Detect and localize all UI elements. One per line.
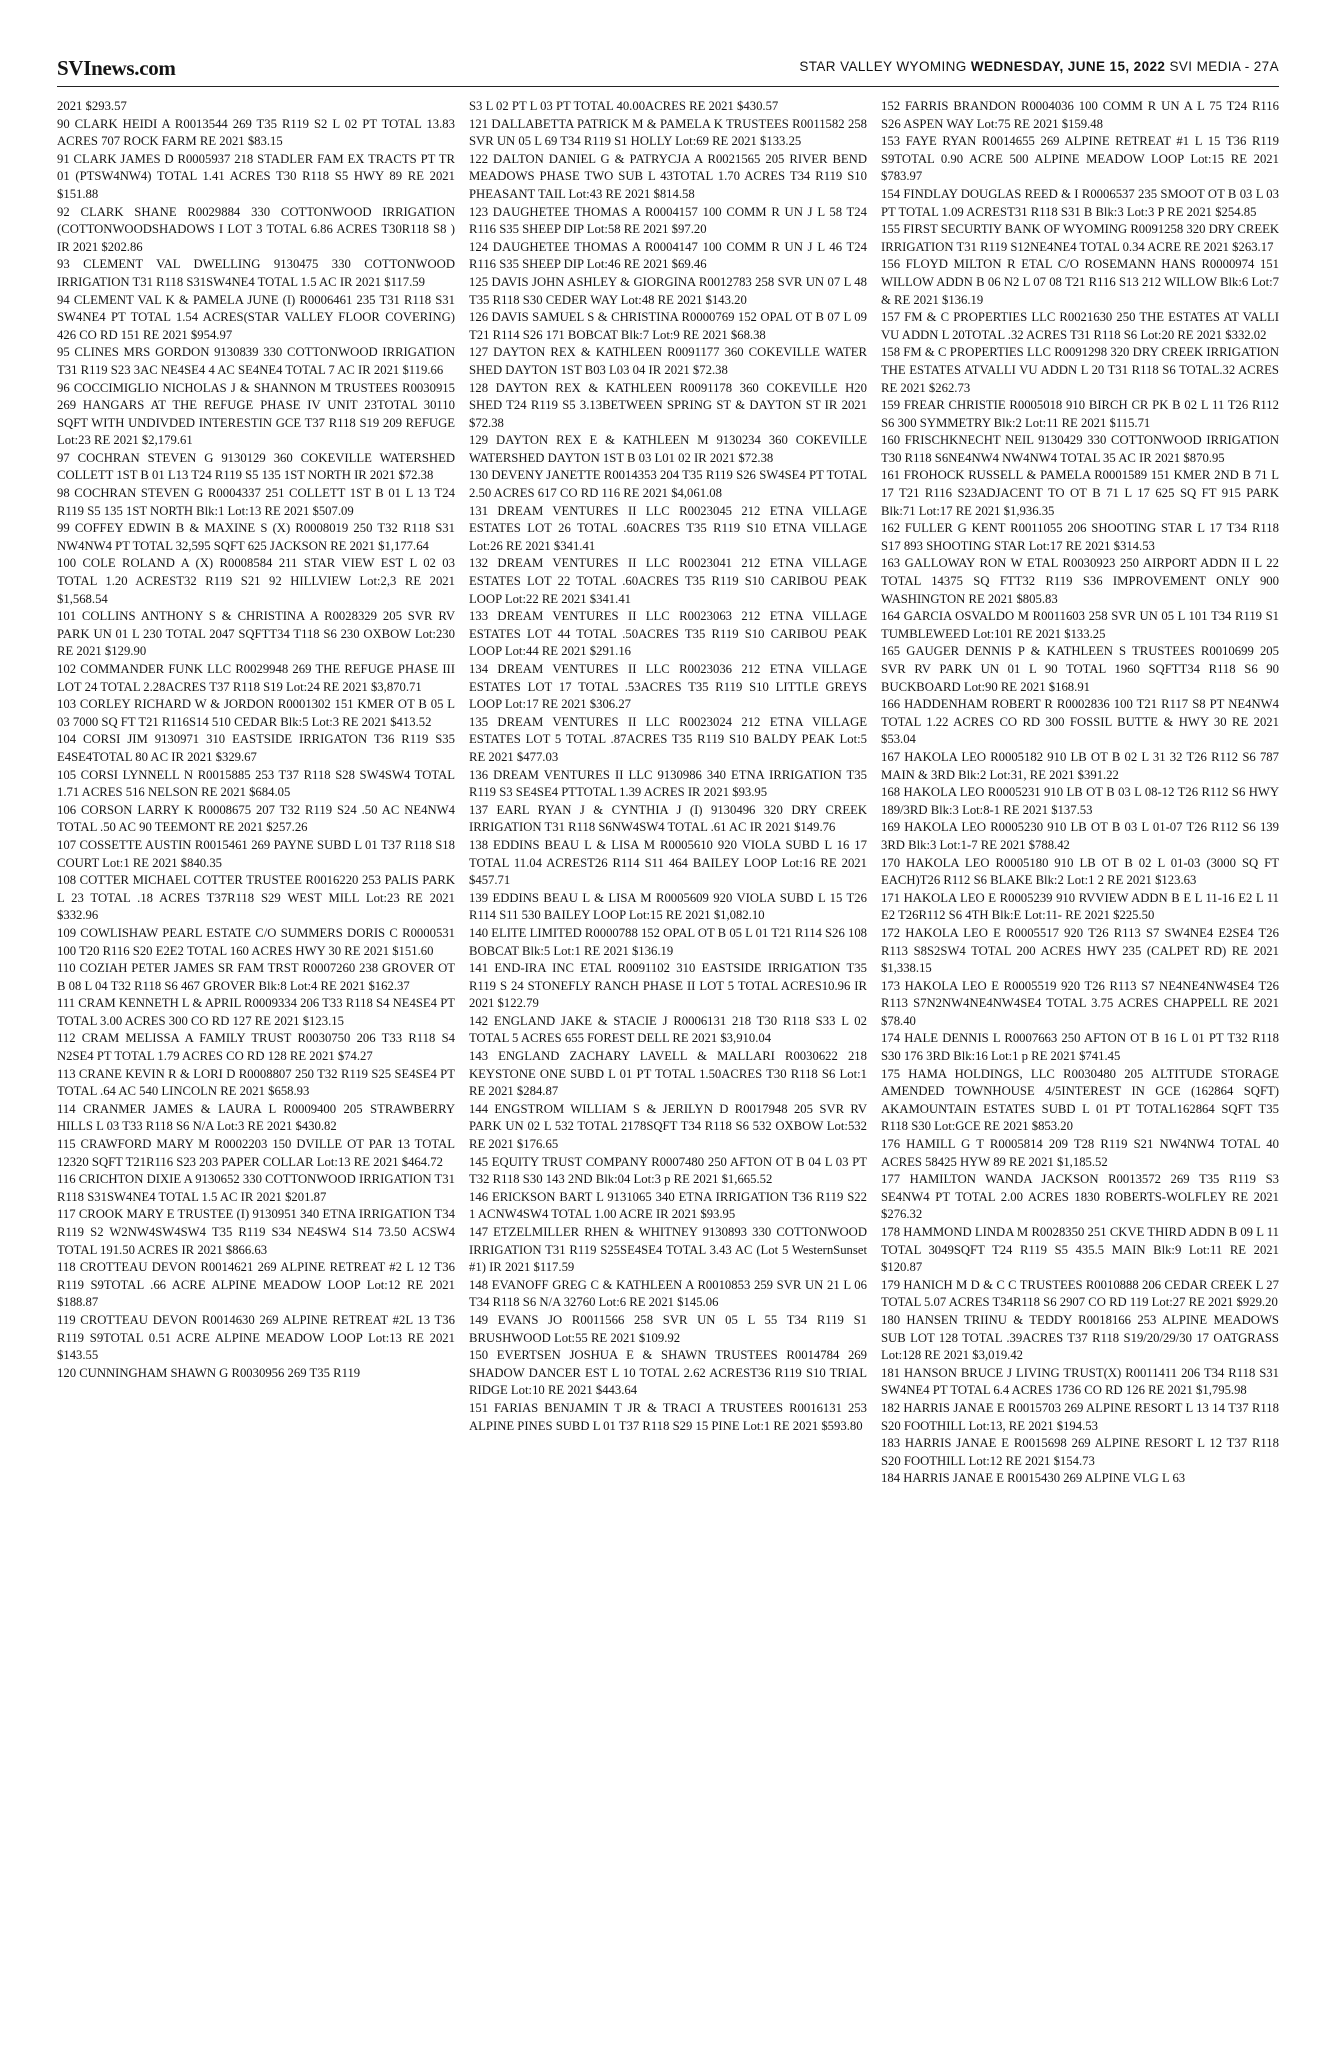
notice-entry: 97 COCHRAN STEVEN G 9130129 360 COKEVILLE WATERSHED COLLETT 1ST B 01 L13 T24 R119 S5 135 1ST NORTH IR 2021 $72.38 [57, 450, 455, 483]
notice-entry: 106 CORSON LARRY K R0008675 207 T32 R119 S24 .50 AC NE4NW4 TOTAL .50 AC 90 TEEMONT RE 2021 $257.26 [57, 802, 455, 835]
column-3 [881, 98, 1279, 2028]
paper-name: STAR VALLEY WYOMING [799, 59, 967, 74]
notice-entry: 110 COZIAH PETER JAMES SR FAM TRST R0007260 238 GROVER OT B 08 L 04 T32 R118 S6 467 GROVER Blk:8 Lot:4 RE 2021 $162.37 [57, 961, 455, 993]
notice-entry: 135 DREAM VENTURES II LLC R0023024 212 ETNA VILLAGE ESTATES LOT 5 TOTAL .87ACRES T35 R119 S10 BALDY PEAK Lot:5 RE 2021 $477.03 [469, 714, 867, 764]
notice-entry: 2021 $293.57 [57, 99, 127, 113]
notice-entry: 125 DAVIS JOHN ASHLEY & GIORGINA R0012783 258 SVR UN 07 L 48 T35 R118 S30 CEDER WAY Lot:48 RE 2021 $143.20 [469, 274, 867, 307]
notice-entry: 181 HANSON BRUCE J LIVING TRUST(X) R0011411 206 T34 R118 S31 SW4NE4 PT TOTAL 6.4 ACRES 1736 CO RD 126 RE 2021 $1,795.98 [881, 1365, 1279, 1398]
notice-entry: 126 DAVIS SAMUEL S & CHRISTINA R0000769 152 OPAL OT B 07 L 09 T21 R114 S26 171 BOBCAT Blk:7 Lot:9 RE 2021 $68.38 [469, 310, 867, 342]
notice-entry: 93 CLEMENT VAL DWELLING 9130475 330 COTTONWOOD IRRIGATION T31 R118 S31SW4NE4 TOTAL 1.5 AC IR 2021 $117.59 [57, 257, 455, 289]
notice-entry: 112 CRAM MELISSA A FAMILY TRUST R0030750 206 T33 R118 S4 N2SE4 PT TOTAL 1.79 ACRES CO RD 128 RE 2021 $74.27 [57, 1031, 455, 1064]
notice-entry: 117 CROOK MARY E TRUSTEE (I) 9130951 340 ETNA IRRIGATION T34 R119 S2 W2NW4SW4SW4 T35 R119 S34 NE4SW4 S14 73.50 ACSW4 TOTAL 191.50 ACRES IR 2021 $866.63 [57, 1207, 455, 1257]
notice-entry: 177 HAMILTON WANDA JACKSON R0013572 269 T35 R119 S3 SE4NW4 PT TOTAL 2.00 ACRES 1830 ROBERTS-WOLFLEY RE 2021 $276.32 [881, 1172, 1279, 1222]
legal-notice-columns [57, 98, 1279, 2028]
notice-entry: 108 COTTER MICHAEL COTTER TRUSTEE R0016220 253 PALIS PARK L 23 TOTAL .18 ACRES T37R118 S29 WEST MILL Lot:23 RE 2021 $332.96 [57, 873, 455, 923]
notice-entry: 156 FLOYD MILTON R ETAL C/O ROSEMANN HANS R0000974 151 WILLOW ADDN B 06 N2 L 07 08 T21 R116 S13 212 WILLOW Blk:6 Lot:7 & RE 2021 $136.19 [881, 257, 1279, 307]
notice-entry: 120 CUNNINGHAM SHAWN G R0030956 269 T35 R119 [57, 1365, 361, 1380]
notice-entry: 170 HAKOLA LEO R0005180 910 LB OT B 02 L 01-03 (3000 SQ FT EACH)T26 R112 S6 BLAKE Blk:2 Lot:1 2 RE 2021 $123.63 [881, 855, 1279, 888]
notice-entry: 114 CRANMER JAMES & LAURA L R0009400 205 STRAWBERRY HILLS L 03 T33 R118 S6 N/A Lot:3 RE 2021 $430.82 [57, 1101, 455, 1134]
notice-entry: 127 DAYTON REX & KATHLEEN R0091177 360 COKEVILLE WATER SHED DAYTON 1ST B03 L03 04 IR 2021 $72.38 [469, 345, 867, 377]
notice-entry: 165 GAUGER DENNIS P & KATHLEEN S TRUSTEES R0010699 205 SVR RV PARK UN 01 L 90 TOTAL 1960 SQFTT34 R118 S6 90 BUCKBOARD Lot:90 RE 2021 $168.91 [881, 644, 1279, 694]
notice-entry: 121 DALLABETTA PATRICK M & PAMELA K TRUSTEES R0011582 258 SVR UN 05 L 69 T34 R119 S1 HOLLY Lot:69 RE 2021 $133.25 [469, 116, 867, 149]
notice-entry: 158 FM & C PROPERTIES LLC R0091298 320 DRY CREEK IRRIGATION THE ESTATES ATVALLI VU ADDN L 20 T31 R118 S6 TOTAL.32 ACRES RE 2021 $262.73 [881, 345, 1279, 395]
site-name: SVInews.com [57, 56, 176, 80]
notice-entry: 154 FINDLAY DOUGLAS REED & I R0006537 235 SMOOT OT B 03 L 03 PT TOTAL 1.09 ACREST31 R118 S31 B Blk:3 Lot:3 P RE 2021 $254.85 [881, 186, 1279, 219]
notice-entry: 105 CORSI LYNNELL N R0015885 253 T37 R118 S28 SW4SW4 TOTAL 1.71 ACRES 516 NELSON RE 2021 $684.05 [57, 767, 455, 800]
column-1 [57, 98, 455, 2028]
notice-entry: 160 FRISCHKNECHT NEIL 9130429 330 COTTONWOOD IRRIGATION T30 R118 S6NE4NW4 NW4NW4 TOTAL 35 AC IR 2021 $870.95 [881, 433, 1279, 465]
notice-entry: 141 END-IRA INC ETAL R0091102 310 EASTSIDE IRRIGATION T35 R119 S 24 STONEFLY RANCH PHASE II LOT 5 TOTAL ACRES10.96 IR 2021 $122.79 [469, 961, 867, 1011]
notice-entry: 95 CLINES MRS GORDON 9130839 330 COTTONWOOD IRRIGATION T31 R119 S23 3AC NE4SE4 4 AC SE4NE4 TOTAL 7 AC IR 2021 $119.66 [57, 345, 455, 377]
notice-entry: 103 CORLEY RICHARD W & JORDON R0001302 151 KMER OT B 05 L 03 7000 SQ FT T21 R116S14 510 CEDAR Blk:5 Lot:3 RE 2021 $413.52 [57, 697, 455, 729]
notice-entry: 90 CLARK HEIDI A R0013544 269 T35 R119 S2 L 02 PT TOTAL 13.83 ACRES 707 ROCK FARM RE 2021 $83.15 [57, 116, 455, 149]
notice-entry: 134 DREAM VENTURES II LLC R0023036 212 ETNA VILLAGE ESTATES LOT 17 TOTAL .53ACRES T35 R119 S10 LITTLE GREYS LOOP Lot:17 RE 2021 $306.27 [469, 662, 867, 712]
notice-entry: 148 EVANOFF GREG C & KATHLEEN A R0010853 259 SVR UN 21 L 06 T34 R118 S6 N/A 32760 Lot:6 RE 2021 $145.06 [469, 1277, 867, 1310]
notice-entry: 104 CORSI JIM 9130971 310 EASTSIDE IRRIGATON T36 R119 S35 E4SE4TOTAL 80 AC IR 2021 $329.67 [57, 732, 455, 764]
notice-entry: 182 HARRIS JANAE E R0015703 269 ALPINE RESORT L 13 14 T37 R118 S20 FOOTHILL Lot:13, RE 2021 $194.53 [881, 1400, 1279, 1433]
column-2 [469, 98, 867, 2028]
notice-entry: 151 FARIAS BENJAMIN T JR & TRACI A TRUSTEES R0016131 253 ALPINE PINES SUBD L 01 T37 R118 S29 15 PINE Lot:1 RE 2021 $593.80 [469, 1400, 867, 1433]
notice-entry: 144 ENGSTROM WILLIAM S & JERILYN D R0017948 205 SVR RV PARK UN 02 L 532 TOTAL 2178SQFT T34 R118 S6 532 OXBOW Lot:532 RE 2021 $176.65 [469, 1101, 867, 1152]
notice-entry: 162 FULLER G KENT R0011055 206 SHOOTING STAR L 17 T34 R118 S17 893 SHOOTING STAR Lot:17 RE 2021 $314.53 [881, 521, 1279, 553]
notice-entry: 92 CLARK SHANE R0029884 330 COTTONWOOD IRRIGATION (COTTONWOODSHADOWS I LOT 3 TOTAL 6.86 ACRES T30R118 S8 ) IR 2021 $202.86 [57, 204, 455, 254]
notice-entry: 140 ELITE LIMITED R0000788 152 OPAL OT B 05 L 01 T21 R114 S26 108 BOBCAT Blk:5 Lot:1 RE 2021 $136.19 [469, 925, 867, 958]
notice-entry: 163 GALLOWAY RON W ETAL R0030923 250 AIRPORT ADDN II L 22 TOTAL 14375 SQ FTT32 R119 S36 IMPROVEMENT ONLY 900 WASHINGTON RE 2021 $805.83 [881, 556, 1279, 606]
section-page: SVI MEDIA - 27A [1169, 59, 1279, 74]
notice-entry: 146 ERICKSON BART L 9131065 340 ETNA IRRIGATION T36 R119 S22 1 ACNW4SW4 TOTAL 1.00 ACRE IR 2021 $93.95 [469, 1189, 867, 1222]
notice-entry: 150 EVERTSEN JOSHUA E & SHAWN TRUSTEES R0014784 269 SHADOW DANCER EST L 10 TOTAL 2.62 ACREST36 R119 S10 TRIAL RIDGE Lot:10 RE 2021 $443.64 [469, 1348, 867, 1398]
notice-entry: 102 COMMANDER FUNK LLC R0029948 269 THE REFUGE PHASE III LOT 24 TOTAL 2.28ACRES T37 R118 S19 Lot:24 RE 2021 $3,870.71 [57, 662, 455, 694]
notice-entry: 113 CRANE KEVIN R & LORI D R0008807 250 T32 R119 S25 SE4SE4 PT TOTAL .64 AC 540 LINCOLN RE 2021 $658.93 [57, 1066, 455, 1099]
notice-entry: 116 CRICHTON DIXIE A 9130652 330 COTTONWOOD IRRIGATION T31 R118 S31SW4NE4 TOTAL 1.5 AC IR 2021 $201.87 [57, 1172, 455, 1204]
notice-entry: 167 HAKOLA LEO R0005182 910 LB OT B 02 L 31 32 T26 R112 S6 787 MAIN & 3RD Blk:2 Lot:31, RE 2021 $391.22 [881, 749, 1279, 782]
notice-entry: 157 FM & C PROPERTIES LLC R0021630 250 THE ESTATES AT VALLI VU ADDN L 20TOTAL .32 ACRES T31 R118 S6 Lot:20 RE 2021 $332.02 [881, 310, 1279, 342]
notice-entry: 174 HALE DENNIS L R0007663 250 AFTON OT B 16 L 01 PT T32 R118 S30 176 3RD Blk:16 Lot:1 p RE 2021 $741.45 [881, 1031, 1279, 1064]
notice-entry: 147 ETZELMILLER RHEN & WHITNEY 9130893 330 COTTONWOOD IRRIGATION T31 R119 S25SE4SE4 TOTAL 3.43 AC (Lot 5 WesternSunset #1) IR 2021 $117.59 [469, 1225, 867, 1275]
notice-entry: 159 FREAR CHRISTIE R0005018 910 BIRCH CR PK B 02 L 11 T26 R112 S6 300 SYMMETRY Blk:2 Lot:11 RE 2021 $115.71 [881, 398, 1279, 430]
notice-entry: 137 EARL RYAN J & CYNTHIA J (I) 9130496 320 DRY CREEK IRRIGATION T31 R118 S6NW4SW4 TOTAL .61 AC IR 2021 $149.76 [469, 802, 867, 835]
notice-entry: 161 FROHOCK RUSSELL & PAMELA R0001589 151 KMER 2ND B 71 L 17 T21 R116 S23ADJACENT TO OT B 71 L 17 625 SQ FT 915 PARK Blk:71 Lot:17 RE 2021 $1,936.35 [881, 468, 1279, 518]
notice-entry: 172 HAKOLA LEO E R0005517 920 T26 R113 S7 SW4NE4 E2SE4 T26 R113 S8S2SW4 TOTAL 200 ACRES HWY 235 (CALPET RD) RE 2021 $1,338.15 [881, 925, 1279, 976]
issue-date: WEDNESDAY, JUNE 15, 2022 [970, 59, 1166, 74]
notice-entry: 100 COLE ROLAND A (X) R0008584 211 STAR VIEW EST L 02 03 TOTAL 1.20 ACREST32 R119 S21 92 HILLVIEW Lot:2,3 RE 2021 $1,568.54 [57, 556, 455, 606]
notice-entry: 132 DREAM VENTURES II LLC R0023041 212 ETNA VILLAGE ESTATES LOT 22 TOTAL .60ACRES T35 R119 S10 CARIBOU PEAK LOOP Lot:22 RE 2021 $341.41 [469, 556, 867, 606]
notice-entry: 183 HARRIS JANAE E R0015698 269 ALPINE RESORT L 12 T37 R118 S20 FOOTHILL Lot:12 RE 2021 $154.73 [881, 1436, 1279, 1468]
notice-entry: 107 COSSETTE AUSTIN R0015461 269 PAYNE SUBD L 01 T37 R118 S18 COURT Lot:1 RE 2021 $840.35 [57, 837, 455, 870]
notice-entry: 111 CRAM KENNETH L & APRIL R0009334 206 T33 R118 S4 NE4SE4 PT TOTAL 3.00 ACRES 300 CO RD 127 RE 2021 $123.15 [57, 996, 455, 1028]
header-rule [57, 86, 1279, 87]
notice-entry: 109 COWLISHAW PEARL ESTATE C/O SUMMERS DORIS C R0000531 100 T20 R116 S20 E2E2 TOTAL 160 ACRES HWY 30 RE 2021 $151.60 [57, 925, 455, 958]
page-header-info [799, 59, 1279, 74]
notice-entry: 179 HANICH M D & C C TRUSTEES R0010888 206 CEDAR CREEK L 27 TOTAL 5.07 ACRES T34R118 S6 2907 CO RD 119 Lot:27 RE 2021 $929.20 [881, 1277, 1279, 1310]
notice-entry: 122 DALTON DANIEL G & PATRYCJA A R0021565 205 RIVER BEND MEADOWS PHASE TWO SUB L 43TOTAL 1.70 ACRES T34 R119 S10 PHEASANT TAIL Lot:43 RE 2021 $814.58 [469, 151, 867, 201]
notice-entry: 128 DAYTON REX & KATHLEEN R0091178 360 COKEVILLE H20 SHED T24 R119 S5 3.13BETWEEN SPRING ST & DAYTON ST IR 2021 $72.38 [469, 380, 867, 430]
notice-entry: 139 EDDINS BEAU L & LISA M R0005609 920 VIOLA SUBD L 15 T26 R114 S11 530 BAILEY LOOP Lot:15 RE 2021 $1,082.10 [469, 890, 867, 923]
notice-entry: 129 DAYTON REX E & KATHLEEN M 9130234 360 COKEVILLE WATERSHED DAYTON 1ST B 03 L01 02 IR 2021 $72.38 [469, 433, 867, 465]
notice-entry: 94 CLEMENT VAL K & PAMELA JUNE (I) R0006461 235 T31 R118 S31 SW4NE4 PT TOTAL 1.54 ACRES(STAR VALLEY FLOOR COVERING) 426 CO RD 151 RE 2021 $954.97 [57, 292, 455, 342]
notice-entry: 136 DREAM VENTURES II LLC 9130986 340 ETNA IRRIGATION T35 R119 S3 SE4SE4 PTTOTAL 1.39 ACRES IR 2021 $93.95 [469, 767, 867, 800]
notice-entry: 155 FIRST SECURTIY BANK OF WYOMING R0091258 320 DRY CREEK IRRIGATION T31 R119 S12NE4NE4 TOTAL 0.34 ACRE RE 2021 $263.17 [881, 222, 1279, 254]
notice-entry: 133 DREAM VENTURES II LLC R0023063 212 ETNA VILLAGE ESTATES LOT 44 TOTAL .50ACRES T35 R119 S10 CARIBOU PEAK LOOP Lot:44 RE 2021 $291.16 [469, 609, 867, 659]
notice-entry: 91 CLARK JAMES D R0005937 218 STADLER FAM EX TRACTS PT TR 01 (PTSW4NW4) TOTAL 1.41 ACRES T30 R118 S5 HWY 89 RE 2021 $151.88 [57, 151, 455, 201]
notice-entry: 164 GARCIA OSVALDO M R0011603 258 SVR UN 05 L 101 T34 R119 S1 TUMBLEWEED Lot:101 RE 2021 $133.25 [881, 609, 1279, 641]
notice-entry: 99 COFFEY EDWIN B & MAXINE S (X) R0008019 250 T32 R118 S31 NW4NW4 PT TOTAL 32,595 SQFT 625 JACKSON RE 2021 $1,177.64 [57, 521, 455, 553]
notice-entry: 178 HAMMOND LINDA M R0028350 251 CKVE THIRD ADDN B 09 L 11 TOTAL 3049SQFT T24 R119 S5 435.5 MAIN Blk:9 Lot:11 RE 2021 $120.87 [881, 1225, 1279, 1275]
notice-entry: 149 EVANS JO R0011566 258 SVR UN 05 L 55 T34 R119 S1 BRUSHWOOD Lot:55 RE 2021 $109.92 [469, 1312, 867, 1345]
notice-entry: 123 DAUGHETEE THOMAS A R0004157 100 COMM R UN J L 58 T24 R116 S35 SHEEP DIP Lot:58 RE 2021 $97.20 [469, 204, 867, 237]
notice-entry: 143 ENGLAND ZACHARY LAVELL & MALLARI R0030622 218 KEYSTONE ONE SUBD L 01 PT TOTAL 1.50ACRES T30 R118 S6 Lot:1 RE 2021 $284.87 [469, 1049, 867, 1099]
notice-entry: 152 FARRIS BRANDON R0004036 100 COMM R UN A L 75 T24 R116 S26 ASPEN WAY Lot:75 RE 2021 $159.48 [881, 99, 1279, 131]
notice-entry: 169 HAKOLA LEO R0005230 910 LB OT B 03 L 01-07 T26 R112 S6 139 3RD Blk:3 Lot:1-7 RE 2021 $788.42 [881, 820, 1279, 852]
notice-entry: 168 HAKOLA LEO R0005231 910 LB OT B 03 L 08-12 T26 R112 S6 HWY 189/3RD Blk:3 Lot:8-1 RE 2021 $137.53 [881, 785, 1279, 817]
notice-entry: 145 EQUITY TRUST COMPANY R0007480 250 AFTON OT B 04 L 03 PT T32 R118 S30 143 2ND Blk:04 Lot:3 p RE 2021 $1,665.52 [469, 1154, 867, 1187]
notice-entry: 118 CROTTEAU DEVON R0014621 269 ALPINE RETREAT #2 L 12 T36 R119 S9TOTAL .66 ACRE ALPINE MEADOW LOOP Lot:12 RE 2021 $188.87 [57, 1260, 455, 1310]
notice-entry: 142 ENGLAND JAKE & STACIE J R0006131 218 T30 R118 S33 L 02 TOTAL 5 ACRES 655 FOREST DELL RE 2021 $3,910.04 [469, 1013, 867, 1046]
notice-entry: 153 FAYE RYAN R0014655 269 ALPINE RETREAT #1 L 15 T36 R119 S9TOTAL 0.90 ACRE 500 ALPINE MEADOW LOOP Lot:15 RE 2021 $783.97 [881, 134, 1279, 184]
notice-entry: 176 HAMILL G T R0005814 209 T28 R119 S21 NW4NW4 TOTAL 40 ACRES 58425 HYW 89 RE 2021 $1,185.52 [881, 1137, 1279, 1169]
notice-entry: 180 HANSEN TRIINU & TEDDY R0018166 253 ALPINE MEADOWS SUB LOT 128 TOTAL .39ACRES T37 R118 S19/20/29/30 17 OATGRASS Lot:128 RE 2021 $3,019.42 [881, 1312, 1279, 1363]
notice-entry: 138 EDDINS BEAU L & LISA M R0005610 920 VIOLA SUBD L 16 17 TOTAL 11.04 ACREST26 R114 S11 464 BAILEY LOOP Lot:16 RE 2021 $457.71 [469, 837, 867, 888]
notice-entry: 115 CRAWFORD MARY M R0002203 150 DVILLE OT PAR 13 TOTAL 12320 SQFT T21R116 S23 203 PAPER COLLAR Lot:13 RE 2021 $464.72 [57, 1137, 455, 1169]
notice-entry: 119 CROTTEAU DEVON R0014630 269 ALPINE RETREAT #2L 13 T36 R119 S9TOTAL 0.51 ACRE ALPINE MEADOW LOOP Lot:13 RE 2021 $143.55 [57, 1312, 455, 1363]
notice-entry: 96 COCCIMIGLIO NICHOLAS J & SHANNON M TRUSTEES R0030915 269 HANGARS AT THE REFUGE PHASE IV UNIT 23TOTAL 30110 SQFT WITH UNDIVDED INTERESTIN GCE T37 R118 S19 209 REFUGE Lot:23 RE 2021 $2,179.61 [57, 380, 455, 448]
notice-entry: 98 COCHRAN STEVEN G R0004337 251 COLLETT 1ST B 01 L 13 T24 R119 S5 135 1ST NORTH Blk:1 Lot:13 RE 2021 $507.09 [57, 486, 455, 518]
notice-entry: 101 COLLINS ANTHONY S & CHRISTINA A R0028329 205 SVR RV PARK UN 01 L 230 TOTAL 2047 SQFTT34 T118 S6 230 OXBOW Lot:230 RE 2021 $129.90 [57, 609, 455, 659]
notice-entry: 173 HAKOLA LEO E R0005519 920 T26 R113 S7 NE4NE4NW4SE4 T26 R113 S7N2NW4NE4NW4SE4 TOTAL 3.75 ACRES CHAPPELL RE 2021 $78.40 [881, 978, 1279, 1028]
notice-entry: 130 DEVENY JANETTE R0014353 204 T35 R119 S26 SW4SE4 PT TOTAL 2.50 ACRES 617 CO RD 116 RE 2021 $4,061.08 [469, 468, 867, 501]
notice-entry: 184 HARRIS JANAE E R0015430 269 ALPINE VLG L 63 [881, 1471, 1186, 1486]
notice-entry: 124 DAUGHETEE THOMAS A R0004147 100 COMM R UN J L 46 T24 R116 S35 SHEEP DIP Lot:46 RE 2021 $69.46 [469, 239, 867, 272]
notice-entry: 175 HAMA HOLDINGS, LLC R0030480 205 ALTITUDE STORAGE AMENDED TOWNHOUSE 4/5INTEREST IN GCE (162864 SQFT) AKAMOUNTAIN ESTATES SUBD L 01 PT TOTAL162864 SQFT T35 R118 S30 Lot:GCE RE 2021 $853.20 [881, 1066, 1279, 1134]
notice-entry: 171 HAKOLA LEO E R0005239 910 RVVIEW ADDN B E L 11-16 E2 L 11 E2 T26R112 S6 4TH Blk:E Lot:11- RE 2021 $225.50 [881, 890, 1279, 923]
notice-entry: 166 HADDENHAM ROBERT R R0002836 100 T21 R117 S8 PT NE4NW4 TOTAL 1.22 ACRES CO RD 300 FOSSIL BUTTE & HWY 30 RE 2021 $53.04 [881, 697, 1279, 747]
masthead [57, 52, 1279, 82]
notice-entry: 131 DREAM VENTURES II LLC R0023045 212 ETNA VILLAGE ESTATES LOT 26 TOTAL .60ACRES T35 R119 S10 ETNA VILLAGE Lot:26 RE 2021 $341.41 [469, 503, 867, 553]
notice-entry: S3 L 02 PT L 03 PT TOTAL 40.00ACRES RE 2021 $430.57 [469, 99, 779, 113]
